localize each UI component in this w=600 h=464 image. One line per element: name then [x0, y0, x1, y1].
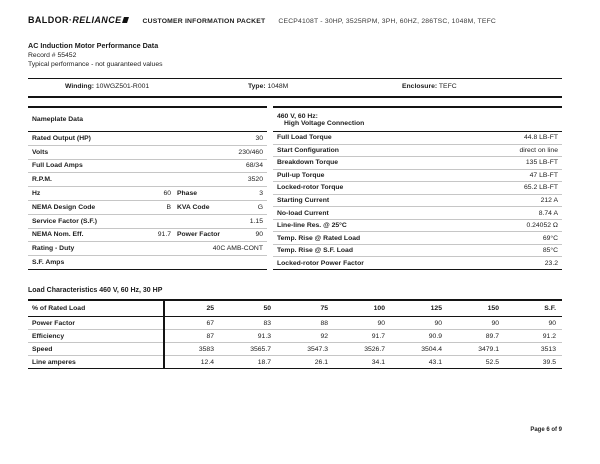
load-table-header-row [28, 301, 562, 317]
row-label: Volts [32, 148, 49, 156]
row-value: 68/34 [245, 162, 263, 170]
load-col-header: 150 [487, 305, 499, 312]
row-label: No-load Current [277, 209, 329, 217]
hv-row [273, 206, 562, 219]
load-table-header-label: % of Rated Load [32, 305, 86, 312]
load-row-label: Efficiency [32, 332, 65, 340]
winding-field [65, 83, 149, 90]
row-value: 69°C [542, 234, 558, 242]
row-value: 8.74 A [538, 209, 558, 217]
winding-bar [28, 78, 562, 98]
hv-row [273, 169, 562, 182]
row-value: B [166, 203, 171, 211]
row-value: 91.7 [157, 231, 171, 239]
load-cell-value: 3565.7 [250, 345, 271, 353]
row-value: G [257, 203, 263, 211]
nameplate-row [28, 172, 267, 186]
product-summary: CECP4108T - 30HP, 3525RPM, 3PH, 60HZ, 286TSC, 1048M, TEFC [278, 18, 497, 25]
row-label: NEMA Design Code [32, 203, 96, 211]
row-pair [177, 190, 263, 197]
row-label: Full Load Torque [277, 134, 332, 142]
nameplate-row [28, 159, 267, 173]
load-col-header: 100 [373, 305, 385, 312]
type-label: Type: [248, 83, 266, 90]
hv-row [273, 219, 562, 232]
hv-row [273, 132, 562, 144]
row-pair [32, 204, 171, 211]
row-label: Temp. Rise @ S.F. Load [277, 247, 353, 255]
nameplate-data-table [28, 106, 267, 270]
performance-note: Typical performance - not guaranteed values [28, 61, 163, 68]
winding-value: 10WGZ501-R001 [95, 83, 150, 90]
row-label: KVA Code [177, 203, 210, 211]
row-value: 40C AMB-CONT [212, 245, 263, 253]
hv-table-body [273, 132, 562, 270]
load-cell-value: 26.1 [314, 358, 328, 366]
load-characteristics-table [28, 299, 562, 369]
logo-reliance-text: RELIANCE [72, 15, 122, 25]
row-value: 230/460 [238, 148, 263, 156]
row-label: Full Load Amps [32, 162, 83, 170]
load-col-header: 25 [206, 305, 214, 312]
row-value: 1.15 [249, 217, 263, 225]
load-cell-value: 52.5 [485, 358, 499, 366]
page-number: Page 6 of 9 [530, 427, 562, 433]
high-voltage-connection-table [273, 106, 562, 270]
load-cell-value: 90 [491, 319, 499, 327]
load-col-header: 50 [263, 305, 271, 312]
row-label: Locked-rotor Torque [277, 184, 344, 192]
title-block [28, 41, 163, 70]
row-label: Start Configuration [277, 146, 339, 154]
hv-row [273, 156, 562, 169]
row-value: 135 LB-FT [525, 159, 558, 167]
load-cell-value: 34.1 [371, 358, 385, 366]
load-cell-value: 3513 [540, 345, 556, 353]
load-cell-value: 3583 [198, 345, 214, 353]
row-pair [32, 190, 171, 197]
load-cell-value: 87 [206, 332, 214, 340]
nameplate-row [28, 132, 267, 145]
type-value: 1048M [267, 83, 289, 90]
row-value: 85°C [542, 247, 558, 255]
load-row-label: Power Factor [32, 319, 76, 327]
load-cell-value: 91.7 [371, 332, 385, 340]
load-col-header: 125 [430, 305, 442, 312]
load-table-row [28, 329, 562, 342]
row-value: 90 [255, 231, 263, 239]
row-value: 60 [163, 190, 171, 198]
hv-heading-line1: 460 V, 60 Hz: [277, 112, 318, 120]
nameplate-row [28, 255, 267, 269]
enclosure-label: Enclosure: [402, 83, 438, 90]
load-cell-value: 18.7 [257, 358, 271, 366]
load-cell-value: 91.3 [257, 332, 271, 340]
row-label: Rating - Duty [32, 245, 75, 253]
nameplate-heading [28, 108, 267, 132]
logo-flag-mark-icon [122, 17, 129, 23]
hv-row [273, 231, 562, 244]
load-cell-value: 3504.4 [421, 345, 442, 353]
nameplate-row [28, 228, 267, 242]
load-cell-value: 92 [320, 332, 328, 340]
row-value: 0.24052 Ω [526, 222, 558, 230]
load-table-row [28, 317, 562, 329]
row-label: Locked-rotor Power Factor [277, 259, 364, 267]
logo-baldor-text: BALDOR [28, 15, 69, 25]
hv-heading-line2: High Voltage Connection [284, 119, 365, 127]
load-cell-value: 91.2 [542, 332, 556, 340]
table-divider-line [163, 301, 165, 369]
row-label: Service Factor (S.F.) [32, 217, 97, 225]
row-label: Breakdown Torque [277, 159, 339, 167]
row-value: direct on line [519, 146, 558, 154]
load-cell-value: 3526.7 [364, 345, 385, 353]
load-cell-value: 90 [434, 319, 442, 327]
row-label: NEMA Nom. Eff. [32, 231, 84, 239]
hv-row [273, 144, 562, 157]
row-label: R.P.M. [32, 176, 52, 184]
baldor-reliance-logo [28, 15, 128, 25]
hv-row [273, 194, 562, 207]
row-pair [32, 231, 171, 238]
load-table-row [28, 342, 562, 355]
row-value: 23.2 [544, 259, 558, 267]
load-table-body [28, 317, 562, 369]
row-label: S.F. Amps [32, 259, 65, 267]
row-value: 44.8 LB-FT [524, 134, 558, 142]
row-value: 30 [255, 134, 263, 142]
row-label: Pull-up Torque [277, 171, 325, 179]
winding-label: Winding: [65, 83, 95, 90]
logo-separator-dot: · [68, 15, 73, 25]
page-title: AC Induction Motor Performance Data [28, 41, 159, 50]
load-characteristics-title: Load Characteristics 460 V, 60 Hz, 30 HP [28, 287, 163, 294]
row-pair [177, 231, 263, 238]
row-label: Phase [177, 190, 198, 198]
nameplate-row [28, 145, 267, 159]
load-table-row [28, 355, 562, 368]
packet-title: CUSTOMER INFORMATION PACKET [142, 18, 266, 25]
load-cell-value: 67 [206, 319, 214, 327]
nameplate-row [28, 214, 267, 228]
load-cell-value: 12.4 [200, 358, 214, 366]
nameplate-heading-text: Nameplate Data [32, 116, 83, 123]
row-label: Rated Output (HP) [32, 134, 91, 142]
nameplate-row [28, 241, 267, 255]
load-cell-value: 90 [548, 319, 556, 327]
document-header [28, 15, 570, 25]
row-label: Power Factor [177, 231, 221, 239]
load-row-label: Line amperes [32, 358, 76, 366]
load-cell-value: 3479.1 [478, 345, 499, 353]
enclosure-value: TEFC [438, 83, 457, 90]
row-value: 3520 [247, 176, 263, 184]
hv-heading [273, 108, 562, 132]
row-label: Starting Current [277, 197, 330, 204]
row-value: 47 LB-FT [529, 171, 558, 179]
row-pair [177, 204, 263, 211]
row-value: 3 [259, 190, 263, 198]
nameplate-table-body [28, 132, 267, 270]
row-label: Line-line Res. @ 25°C [277, 222, 347, 230]
load-cell-value: 90.9 [428, 332, 442, 340]
record-number: Record # 55452 [28, 51, 77, 59]
row-label: Hz [32, 190, 41, 198]
load-cell-value: 39.5 [542, 358, 556, 366]
hv-row [273, 181, 562, 194]
load-cell-value: 90 [377, 319, 385, 327]
load-cell-value: 89.7 [485, 332, 499, 340]
load-col-header: 75 [320, 305, 328, 312]
load-row-label: Speed [32, 345, 53, 353]
nameplate-row [28, 186, 267, 200]
load-cell-value: 88 [320, 319, 328, 327]
load-cell-value: 43.1 [428, 358, 442, 366]
hv-row [273, 244, 562, 257]
row-value: 65.2 LB-FT [524, 184, 558, 192]
load-col-header: S.F. [544, 305, 556, 312]
hv-row [273, 256, 562, 269]
nameplate-row [28, 200, 267, 214]
row-value: 212 A [540, 197, 558, 204]
load-cell-value: 3547.3 [307, 345, 328, 353]
row-label: Temp. Rise @ Rated Load [277, 234, 361, 242]
load-cell-value: 83 [263, 319, 271, 327]
type-field [248, 83, 288, 90]
enclosure-field [402, 83, 457, 90]
